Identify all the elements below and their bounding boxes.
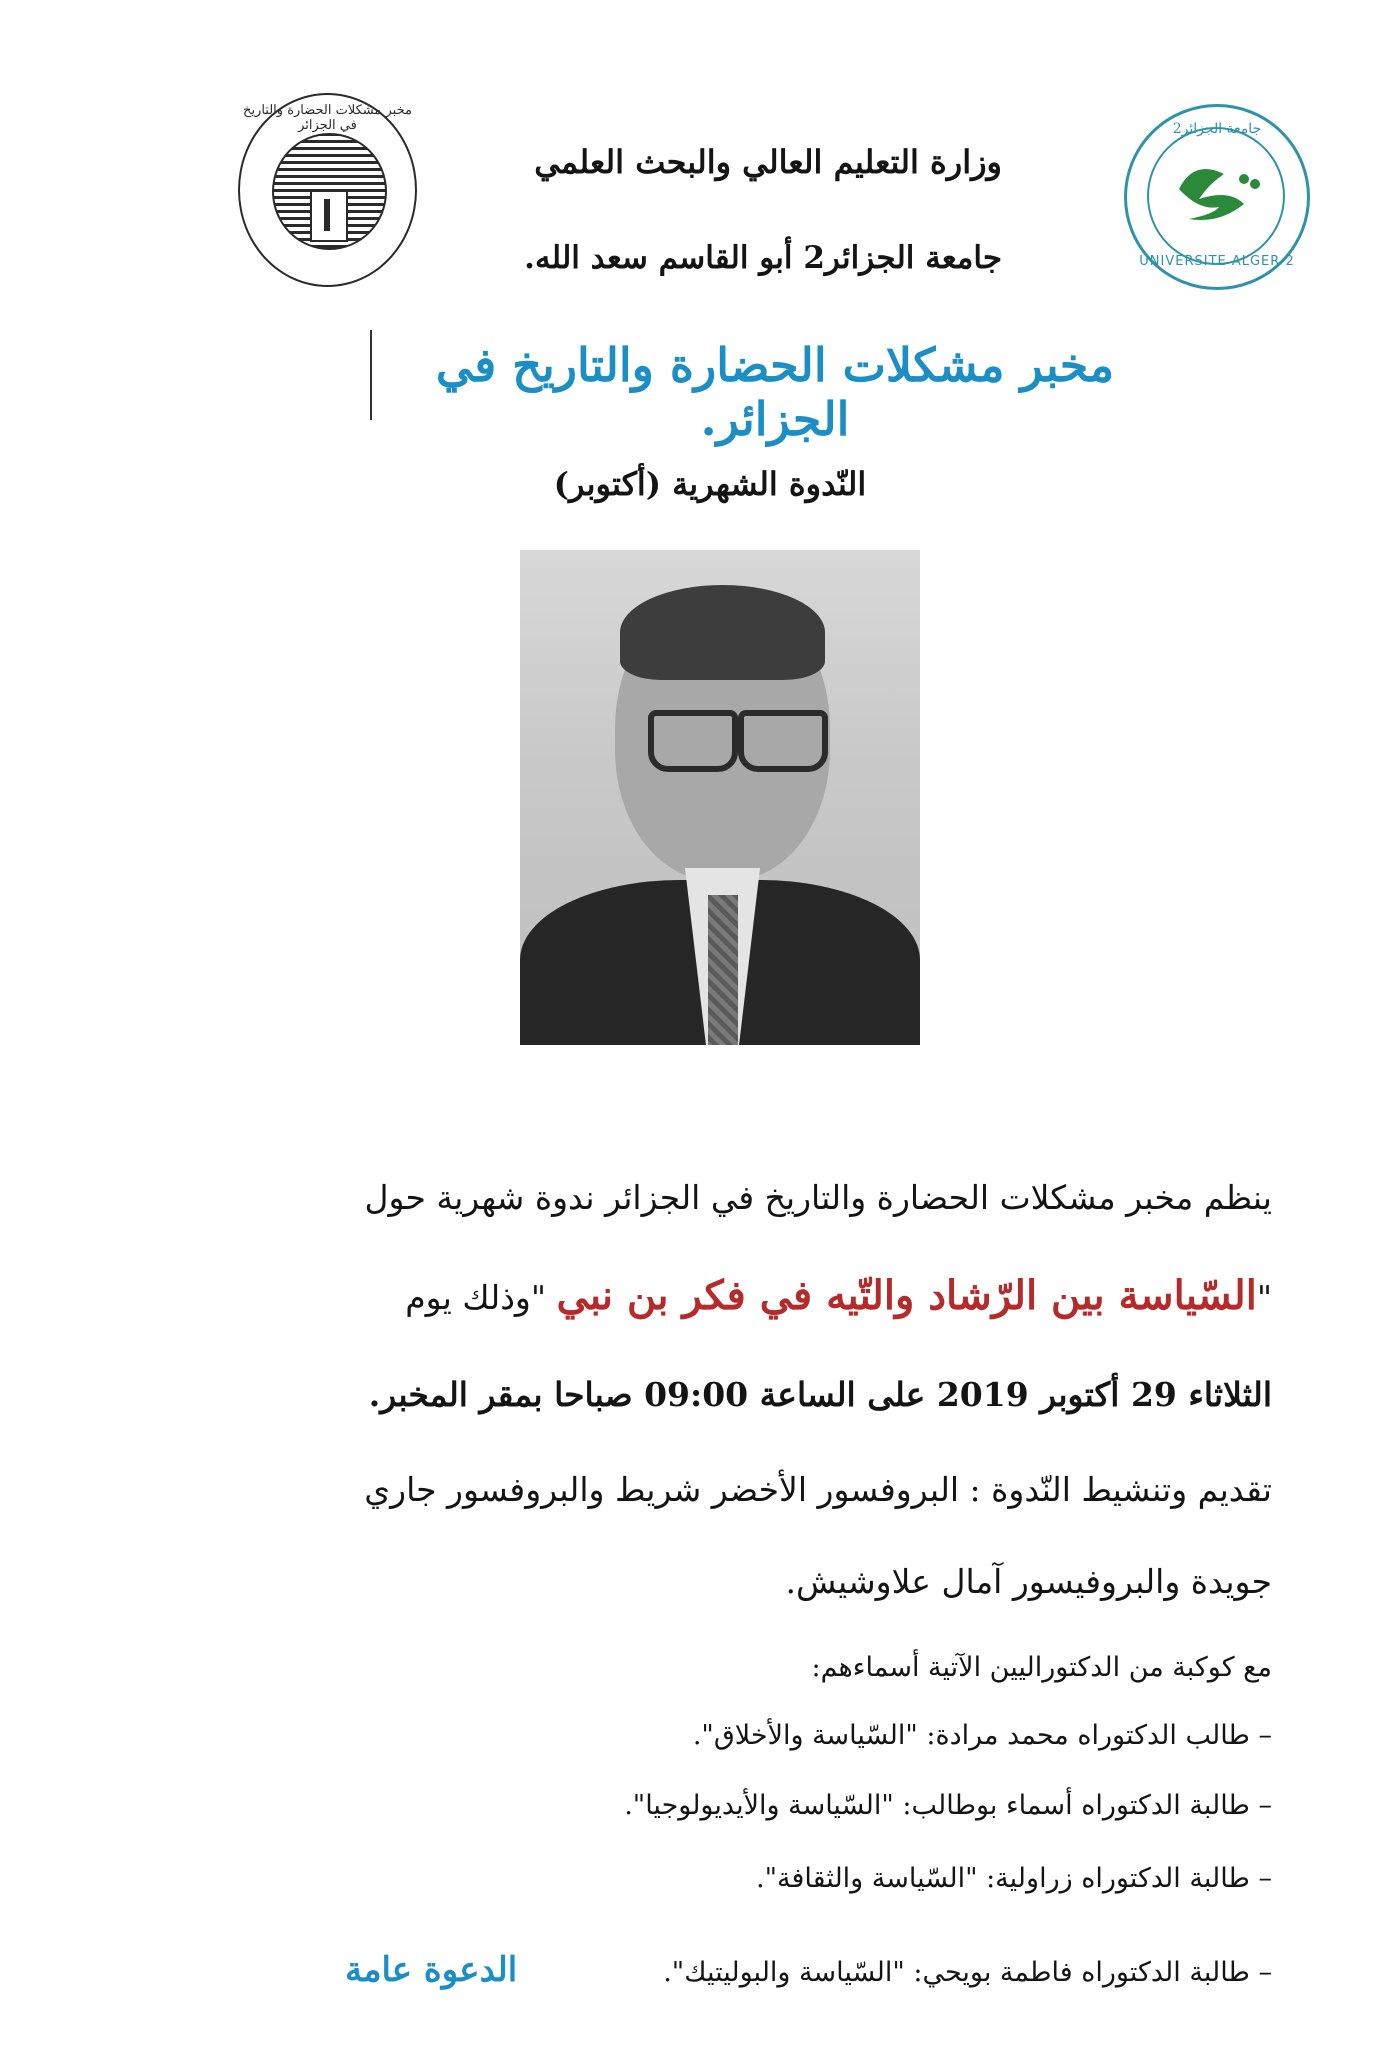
seminar-title: النّدوة الشهرية (أكتوبر): [553, 465, 867, 503]
ministry-title: وزارة التعليم العالي والبحث العلمي: [534, 143, 1002, 181]
university-name: جامعة الجزائر2 أبو القاسم سعد الله.: [524, 240, 1002, 276]
divider: [370, 330, 372, 420]
participant-item: – طالبة الدكتوراه أسماء بوطالب: "السّياسة والأيديولوجيا".: [624, 1790, 1272, 1821]
lab-title: مخبر مشكلات الحضارة والتاريخ في الجزائر.: [435, 338, 1115, 446]
glasses-icon: [648, 710, 738, 772]
participants-intro: مع كوكبة من الدكتوراليين الآتية أسماءهم:: [811, 1652, 1272, 1683]
lab-logo: [238, 93, 417, 287]
university-logo-arabic: جامعة الجزائر2: [1172, 121, 1262, 137]
university-logo: [1124, 104, 1310, 290]
topic-open-quote: ": [1256, 1278, 1272, 1317]
public-invitation: الدعوة عامة: [345, 1950, 518, 1990]
university-logo-latin: UNIVERSITE ALGER 2: [1139, 254, 1295, 269]
participant-item: – طالبة الدكتوراه فاطمة بويحي: "السّياسة والبوليتيك".: [663, 1957, 1272, 1988]
lab-logo-text: مخبر مشكلات الحضارة والتاريخ في الجزائر: [243, 103, 412, 133]
participant-item: – طالب الدكتوراه محمد مرادة: "السّياسة والأخلاق".: [692, 1720, 1272, 1751]
pen-icon: [324, 199, 330, 231]
topic-title: السّياسة بين الرّشاد والتّيه في فكر بن نبي: [556, 1272, 1257, 1319]
topic-trailer: "وذلك يوم: [405, 1278, 557, 1317]
participant-item: – طالبة الدكتوراه زراولية: "السّياسة والثقافة".: [756, 1863, 1272, 1894]
date-line: الثلاثاء 29 أكتوبر 2019 على الساعة 09:00 صباحا بمقر المخبر.: [368, 1375, 1272, 1414]
moderators-line-2: جويدة والبروفيسور آمال علاوشيش.: [785, 1562, 1272, 1601]
university-emblem-icon: [1149, 129, 1283, 263]
moderators-line-1: تقديم وتنشيط النّدوة : البروفسور الأخضر شريط والبروفسور جاري: [364, 1470, 1272, 1509]
intro-text: ينظم مخبر مشكلات الحضارة والتاريخ في الجزائر ندوة شهرية حول: [364, 1178, 1272, 1217]
topic-line: [95, 1272, 1272, 1319]
speaker-portrait: [520, 550, 920, 1045]
